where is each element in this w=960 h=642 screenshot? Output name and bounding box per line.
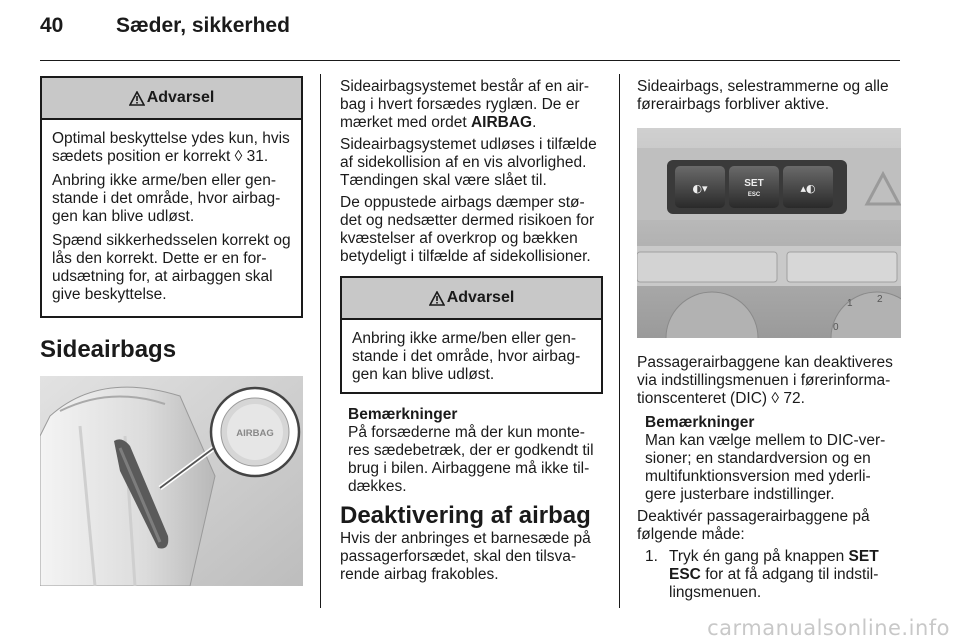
note-text: På forsæderne må der kun monte-res sædebetræk, der er godkendt til brug i bilen. Airbaggene må ikke til-dækkes. xyxy=(348,424,594,495)
dial-label: 2 xyxy=(877,294,883,305)
column-divider-1 xyxy=(320,74,321,608)
airbag-label: AIRBAG xyxy=(236,428,274,439)
step-text: Tryk én gang på knappen xyxy=(669,548,845,565)
watermark: carmanualsonline.info xyxy=(707,616,950,640)
warning-title: Advarsel xyxy=(446,289,515,306)
punctuation: . xyxy=(532,114,537,131)
warning-paragraph: Optimal beskyttelse ydes kun, hvis sædets position er korrekt ◊ 31. xyxy=(52,130,290,165)
body-paragraph: Hvis der anbringes et barnesæde på passagerforsædet, skal den tilsva-rende airbag frakobles. xyxy=(340,530,591,583)
esc-label: ESC xyxy=(747,192,761,198)
note-title: Bemærkninger xyxy=(645,414,755,431)
body-paragraph: Sideairbags, selestrammerne og alle førerairbags forbliver aktive. xyxy=(637,78,889,113)
seat-airbag-image xyxy=(40,376,303,586)
step-text: for at få adgang til indstil-lingsmenuen. xyxy=(669,566,879,601)
button-icon-left: ◐▾ xyxy=(692,182,708,195)
page-title: Sæder, sikkerhed xyxy=(116,14,290,37)
page-header xyxy=(40,14,290,38)
dashboard-buttons-image xyxy=(637,128,901,338)
warning-paragraph: Anbring ikke arme/ben eller gen-stande i det område, hvor airbag-gen kan blive udløst. xyxy=(352,330,581,383)
button-icon-right: ▴◐ xyxy=(800,182,816,195)
note-block xyxy=(637,414,901,504)
dial-label: 1 xyxy=(847,298,853,309)
airbag-word: AIRBAG xyxy=(470,114,533,131)
warning-box xyxy=(40,76,303,318)
note-title: Bemærkninger xyxy=(348,406,458,423)
body-text: Sideairbagsystemet består af en air-bag i hvert forsædes ryglæn. De er mærket med ordet xyxy=(340,78,589,131)
body-paragraph: Sideairbagsystemet udløses i tilfælde af sidekollision af en vis alvorlighed. Tændingen skal være slået til. xyxy=(340,136,597,189)
header-rule xyxy=(40,60,900,61)
warning-header xyxy=(42,78,301,120)
note-block xyxy=(340,406,603,496)
column-3 xyxy=(637,78,901,602)
warning-title: Advarsel xyxy=(146,89,215,106)
step-item xyxy=(645,548,901,602)
body-paragraph: Deaktivér passagerairbaggene på følgende måde: xyxy=(637,508,870,543)
warning-triangle-icon xyxy=(129,91,145,106)
section-title-deactivation: Deaktivering af airbag xyxy=(340,502,591,529)
step-list xyxy=(637,548,901,602)
column-divider-2 xyxy=(619,74,620,608)
body-paragraph xyxy=(340,78,603,132)
warning-paragraph: Spænd sikkerhedsselen korrekt og lås den korrekt. Dette er en for-udsætning for, at airbaggen skal give beskyttelse. xyxy=(52,232,291,303)
warning-paragraph: Anbring ikke arme/ben eller gen-stande i det område, hvor airbag-gen kan blive udløst. xyxy=(52,172,281,225)
set-esc-button-name: SET ESC xyxy=(669,548,879,583)
warning-triangle-icon xyxy=(429,291,445,306)
note-text: Man kan vælge mellem to DIC-ver-sioner; en standardversion og en multifunktionsversion med yderli-gere justerbare indstillinger. xyxy=(645,432,886,503)
warning-header xyxy=(342,278,601,320)
body-paragraph: Passagerairbaggene kan deaktiveres via indstillingsmenuen i førerinforma-tionscenteret (DIC) ◊ 72. xyxy=(637,354,893,407)
page-number: 40 xyxy=(40,14,64,37)
warning-box xyxy=(340,276,603,394)
set-label: SET xyxy=(744,178,764,189)
column-1 xyxy=(40,76,303,586)
section-title-sideairbags: Sideairbags xyxy=(40,336,177,363)
step-number: 1. xyxy=(645,548,658,565)
dial-label: 0 xyxy=(833,322,839,333)
body-paragraph: De oppustede airbags dæmper stø-det og nedsætter dermed risikoen for kvæstelser af overkrop og bækken betydeligt i tilfælde af sidekollisioner. xyxy=(340,194,595,265)
column-2 xyxy=(340,78,603,588)
